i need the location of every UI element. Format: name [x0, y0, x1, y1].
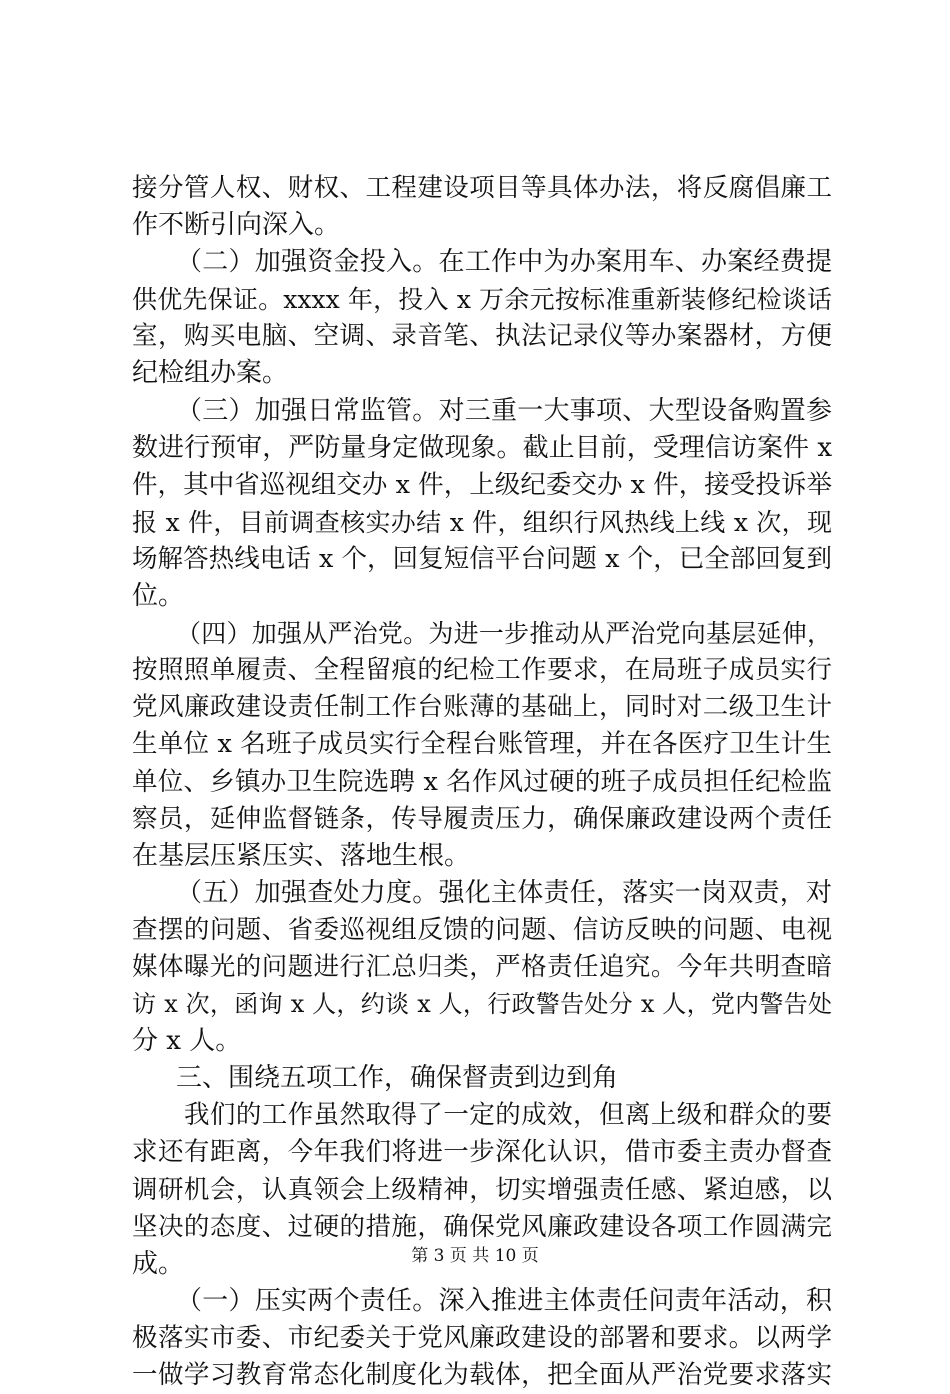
text-line: 位。	[132, 581, 185, 612]
paragraph-start-line: （四）加强从严治党。为进一步推动从严治党向基层延伸，	[176, 619, 832, 649]
text-line: 场解答热线电话 x 个，回复短信平台问题 x 个，已全部回复到	[132, 543, 832, 574]
section-heading: 三、围绕五项工作，确保督责到边到角	[176, 1063, 619, 1094]
paragraph-start-line: 我们的工作虽然取得了一定的成效，但离上级和群众的要	[184, 1100, 832, 1131]
text-line: 坚决的态度、过硬的措施，确保党风廉政建设各项工作圆满完	[132, 1211, 832, 1242]
paragraph-start-line: （三）加强日常监管。对三重一大事项、大型设备购置参	[176, 395, 832, 426]
document-body	[132, 170, 832, 1394]
text-line: 党风廉政建设责任制工作台账薄的基础上，同时对二级卫生计	[132, 692, 832, 723]
paragraph-start-line: （一）压实两个责任。深入推进主体责任问责年活动，积	[176, 1285, 832, 1316]
text-line: 调研机会，认真领会上级精神，切实增强责任感、紧迫感，以	[132, 1174, 832, 1205]
text-line: 生单位 x 名班子成员实行全程台账管理，并在各医疗卫生计生	[132, 729, 832, 760]
page-number: 第 3 页 共 10 页	[411, 1246, 539, 1266]
text-line: 接分管人权、财权、工程建设项目等具体办法，将反腐倡廉工	[132, 173, 832, 203]
text-line: 一做学习教育常态化制度化为载体，把全面从严治党要求落实	[132, 1360, 832, 1390]
text-line: 求还有距离，今年我们将进一步深化认识，借市委主责办督查	[132, 1137, 832, 1168]
text-line: 查摆的问题、省委巡视组反馈的问题、信访反映的问题、电视	[132, 914, 832, 945]
text-line: 纪检组办案。	[132, 358, 289, 389]
text-line: 室，购买电脑、空调、录音笔、执法记录仪等办案器材，方便	[132, 321, 832, 352]
text-line: 访 x 次，函询 x 人，约谈 x 人，行政警告处分 x 人，党内警告处	[132, 990, 832, 1019]
text-line: 按照照单履责、全程留痕的纪检工作要求，在局班子成员实行	[132, 655, 832, 686]
text-line: 单位、乡镇办卫生院选聘 x 名作风过硬的班子成员担任纪检监	[132, 766, 832, 797]
paragraph-start-line: （二）加强资金投入。在工作中为办案用车、办案经费提	[176, 247, 832, 278]
text-line: 数进行预审，严防量身定做现象。截止目前，受理信访案件 x	[132, 432, 832, 463]
text-line: 作不断引向深入。	[132, 210, 341, 241]
paragraph-start-line: （五）加强查处力度。强化主体责任，落实一岗双责，对	[176, 877, 832, 908]
text-line: 成。	[132, 1248, 185, 1279]
text-line: 件，其中省巡视组交办 x 件，上级纪委交办 x 件，接受投诉举	[132, 469, 832, 500]
text-line: 媒体曝光的问题进行汇总归类，严格责任追究。今年共明查暗	[132, 951, 832, 982]
text-line: 在基层压紧压实、落地生根。	[132, 840, 471, 871]
text-line: 报 x 件，目前调查核实办结 x 件，组织行风热线上线 x 次，现	[132, 507, 832, 537]
text-line: 察员，延伸监督链条，传导履责压力，确保廉政建设两个责任	[132, 803, 832, 834]
page-footer	[0, 1241, 950, 1266]
text-line: 极落实市委、市纪委关于党风廉政建设的部署和要求。以两学	[132, 1322, 832, 1353]
text-line: 供优先保证。xxxx 年，投入 x 万余元按标准重新装修纪检谈话	[132, 285, 832, 315]
text-line: 分 x 人。	[132, 1026, 242, 1057]
